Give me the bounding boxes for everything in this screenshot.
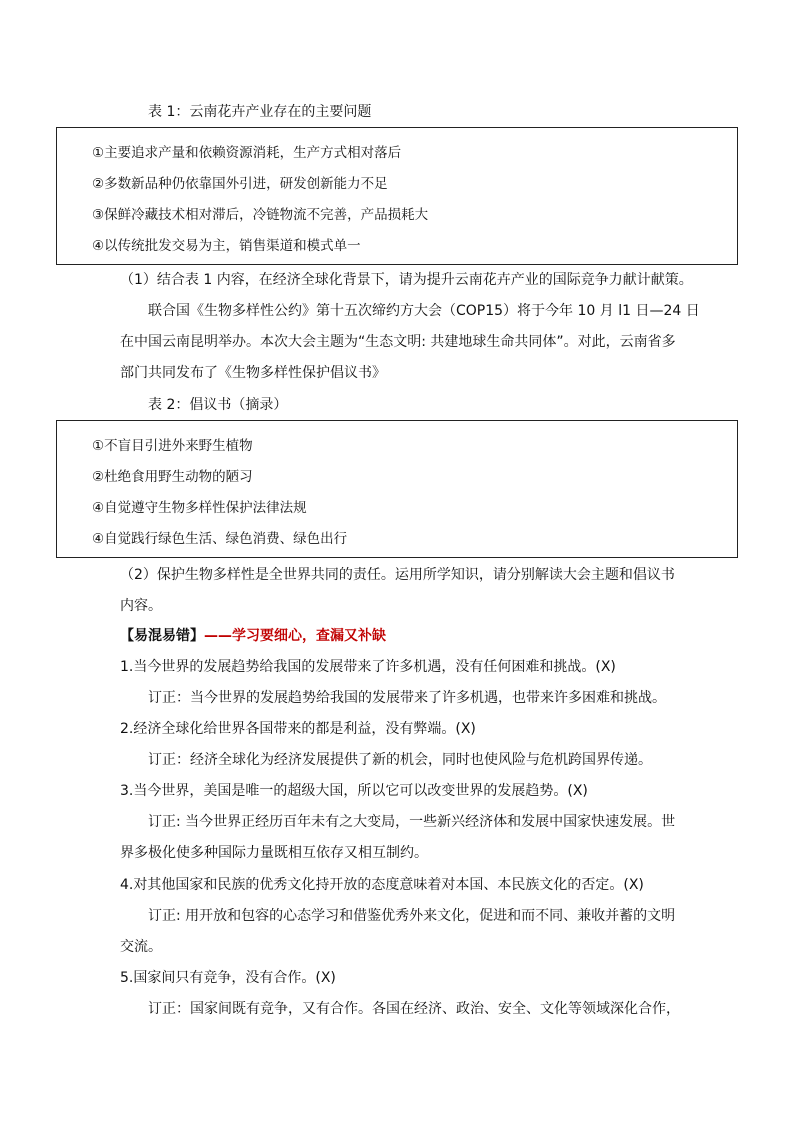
item-correction-cont: 界多极化使多种国际力量既相互依存又相互制约。 — [120, 845, 428, 861]
item-statement: 5.国家间只有竞争，没有合作。(X) — [120, 970, 336, 986]
intro-line: 部门共同发布了《生物多样性保护倡议书》 — [120, 365, 386, 381]
item-statement: 4.对其他国家和民族的优秀文化持开放的态度意味着对本国、本民族文化的否定。(X) — [120, 877, 644, 893]
item-statement: 2.经济全球化给世界各国带来的都是利益，没有弊端。(X) — [120, 721, 476, 737]
question-2-cont: 内容。 — [120, 598, 162, 614]
question-2: （2）保护生物多样性是全世界共同的责任。运用所学知识，请分别解读大会主题和倡议书 — [120, 567, 675, 583]
table1-row: ②多数新品种仍依靠国外引进，研发创新能力不足 — [92, 176, 388, 192]
table2-row: ④自觉践行绿色生活、绿色消费、绿色出行 — [92, 531, 348, 547]
item-statement: 3.当今世界，美国是唯一的超级大国，所以它可以改变世界的发展趋势。(X) — [120, 783, 588, 799]
intro-line: 联合国《生物多样性公约》第十五次缔约方大会（COP15）将于今年 10 月 l1 日—24 日 — [148, 303, 700, 319]
table2-caption: 表 2：倡议书（摘录） — [148, 397, 288, 413]
table2-row: ①不盲目引进外来野生植物 — [92, 438, 253, 454]
table1-row: ③保鲜冷藏技术相对滞后，冷链物流不完善，产品损耗大 — [92, 207, 429, 223]
table1-row: ④以传统批发交易为主，销售渠道和模式单一 — [92, 238, 361, 254]
table1-box — [56, 127, 738, 265]
question-1: （1）结合表 1 内容，在经济全球化背景下，请为提升云南花卉产业的国际竞争力献计献策。 — [120, 272, 693, 288]
item-correction: 订正：国家间既有竞争，又有合作。各国在经济、政治、安全、文化等领域深化合作， — [148, 1001, 680, 1017]
item-statement: 1.当今世界的发展趋势给我国的发展带来了许多机遇，没有任何困难和挑战。(X) — [120, 659, 616, 675]
table2-box — [56, 420, 738, 558]
table2-row: ④自觉遵守生物多样性保护法律法规 — [92, 500, 307, 516]
table2-row: ②杜绝食用野生动物的陋习 — [92, 469, 253, 485]
section-heading-text: ——学习要细心，查漏又补缺 — [204, 628, 386, 644]
item-correction: 订正：经济全球化为经济发展提供了新的机会，同时也使风险与危机跨国界传递。 — [148, 752, 652, 768]
table1-row: ①主要追求产量和依赖资源消耗，生产方式相对落后 — [92, 145, 402, 161]
item-correction-cont: 交流。 — [120, 939, 162, 955]
intro-line: 在中国云南昆明举办。本次大会主题为“生态文明: 共建地球生命共同体”。对此，云南省多 — [120, 334, 676, 350]
section-heading-bracket: 【易混易错】 — [120, 628, 204, 644]
section-heading — [120, 627, 386, 645]
item-correction: 订正: 用开放和包容的心态学习和借鉴优秀外来文化，促进和而不同、兼收并蓄的文明 — [148, 908, 676, 924]
item-correction: 订正: 当今世界正经历百年未有之大变局，一些新兴经济体和发展中国家快速发展。世 — [148, 814, 676, 830]
table1-caption: 表 1：云南花卉产业存在的主要问题 — [148, 104, 372, 120]
item-correction: 订正：当今世界的发展趋势给我国的发展带来了许多机遇，也带来许多困难和挑战。 — [148, 690, 666, 706]
